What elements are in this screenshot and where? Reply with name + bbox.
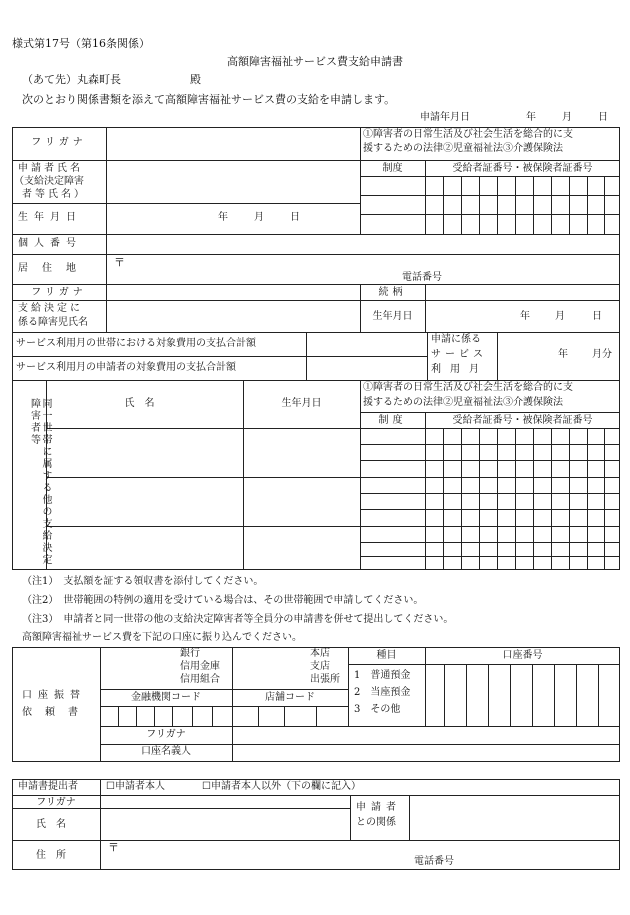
branch-type-2: 支店	[310, 661, 330, 672]
submitter-name-label: 氏名	[36, 819, 76, 830]
child-birth-month: 月	[555, 311, 565, 322]
applicant-furigana-label: フリガナ	[31, 137, 87, 148]
bank-code-label: 金融機関コード	[131, 692, 201, 703]
account-type-header: 種目	[376, 650, 397, 661]
submitter-table	[12, 779, 620, 870]
service-year: 年	[558, 349, 568, 360]
applicant-cert-header: 受給者証番号・被保険者証番号	[452, 163, 593, 174]
child-name-label-2: 係る障害児氏名	[18, 317, 88, 328]
service-month-label-1: 申請に係る	[431, 334, 481, 345]
holder-furigana-label: フリガナ	[146, 729, 186, 740]
applicant-birth-month: 月	[254, 212, 264, 223]
account-number-header: 口座番号	[502, 650, 543, 661]
bank-type-1: 銀行	[180, 648, 200, 659]
form-title: 高額障害福祉サービス費支給申請書	[227, 55, 403, 68]
child-birth-year: 年	[520, 311, 530, 322]
applicant-law-line2: 援するための法律②児童福祉法③介護保険法	[363, 143, 563, 154]
branch-type-3: 出張所	[310, 674, 340, 685]
child-birth-label: 生年月日	[372, 311, 413, 322]
service-month-label-2: サービス	[431, 349, 487, 360]
application-date-year: 年	[526, 112, 536, 123]
address-label: 居住地	[18, 263, 90, 274]
account-type-1: 1 普通預金	[354, 670, 411, 681]
account-holder-label: 口座名義人	[141, 746, 191, 757]
child-furigana-label: フリガナ	[31, 287, 87, 298]
bank-type-2: 信用金庫	[180, 661, 220, 672]
application-date-label: 申請年月日	[420, 112, 470, 123]
applicant-birth-year: 年	[218, 212, 228, 223]
applicant-birth-label: 生年月日	[18, 212, 82, 223]
applicant-system-header: 制度	[382, 163, 403, 174]
form-number: 様式第17号（第16条関係）	[12, 37, 150, 50]
child-name-label-1: 支給決定に	[18, 303, 83, 314]
note-2: （注2） 世帯範囲の特例の適用を受けている場合は、その世帯範囲で申請してください。	[22, 595, 424, 606]
application-date-day: 日	[598, 112, 608, 123]
submitter-postal-mark: 〒	[108, 841, 119, 854]
submitter-self-checkbox[interactable]: ☐申請者本人	[106, 781, 165, 792]
applicant-total-label: サービス利用月の申請者の対象費用の支払合計額	[16, 362, 236, 373]
applicant-name-label: 申請者氏名	[18, 163, 83, 174]
submitter-phone-label: 電話番号	[414, 856, 454, 867]
note-3: （注3） 申請者と同一世帯の他の支給決定障害者等全員分の申請書を併せて提出してください。	[22, 614, 454, 625]
member-birth-header: 生年月日	[281, 398, 322, 409]
application-date-month: 月	[562, 112, 572, 123]
phone-label: 電話番号	[402, 272, 442, 283]
member-system-header: 制度	[378, 415, 407, 426]
bank-type-3: 信用組合	[180, 674, 220, 685]
note-1: （注1） 支払額を証する領収書を添付してください。	[22, 576, 264, 587]
applicant-birth-day: 日	[290, 212, 300, 223]
household-total-label: サービス利用月の世帯における対象費用の支払合計額	[16, 338, 256, 349]
applicant-name-sub1: （支給決定障害	[14, 176, 84, 187]
submitter-label: 申請書提出者	[18, 781, 78, 792]
applicant-name-sub2: 者等氏名）	[22, 189, 87, 200]
submitter-relation-2: との関係	[356, 817, 396, 828]
transfer-intro: 高額障害福祉サービス費を下記の口座に振り込んでください。	[22, 632, 302, 643]
submitter-address-label: 住所	[36, 850, 76, 861]
applicant-law-line1: ①障害者の日常生活及び社会生活を総合的に支	[363, 129, 573, 140]
service-month-label-3: 利用月	[431, 364, 488, 375]
member-cert-header: 受給者証番号・被保険者証番号	[452, 415, 593, 426]
personal-number-label: 個人番号	[18, 238, 82, 249]
addressee: （あて先）丸森町長	[22, 73, 121, 86]
addressee-suffix: 殿	[190, 73, 201, 86]
branch-code-label: 店舗コード	[265, 692, 315, 703]
relation-label: 続柄	[378, 287, 407, 298]
household-side-label: 同一世帯に属する他の支給決定障害者等	[28, 398, 51, 566]
branch-type-1: 本店	[310, 648, 330, 659]
submitter-furigana-label: フリガナ	[36, 797, 76, 808]
account-type-3: 3 その他	[354, 704, 401, 715]
intro-text: 次のとおり関係書類を添えて高額障害福祉サービス費の支給を申請します。	[22, 93, 396, 106]
submitter-relation-1: 申請者	[356, 802, 401, 813]
submitter-other-checkbox[interactable]: ☐申請者本人以外（下の欄に記入）	[202, 781, 361, 792]
child-birth-day: 日	[592, 311, 602, 322]
account-type-2: 2 当座預金	[354, 687, 411, 698]
service-month-unit: 月分	[592, 349, 612, 360]
transfer-label-1: 口座振替	[22, 690, 86, 701]
member-law-line2: 援するための法律②児童福祉法③介護保険法	[363, 397, 563, 408]
transfer-label-2: 依頼書	[22, 707, 91, 718]
postal-mark: 〒	[114, 256, 125, 269]
member-name-header: 氏名	[124, 398, 165, 409]
member-law-line1: ①障害者の日常生活及び社会生活を総合的に支	[363, 382, 573, 393]
